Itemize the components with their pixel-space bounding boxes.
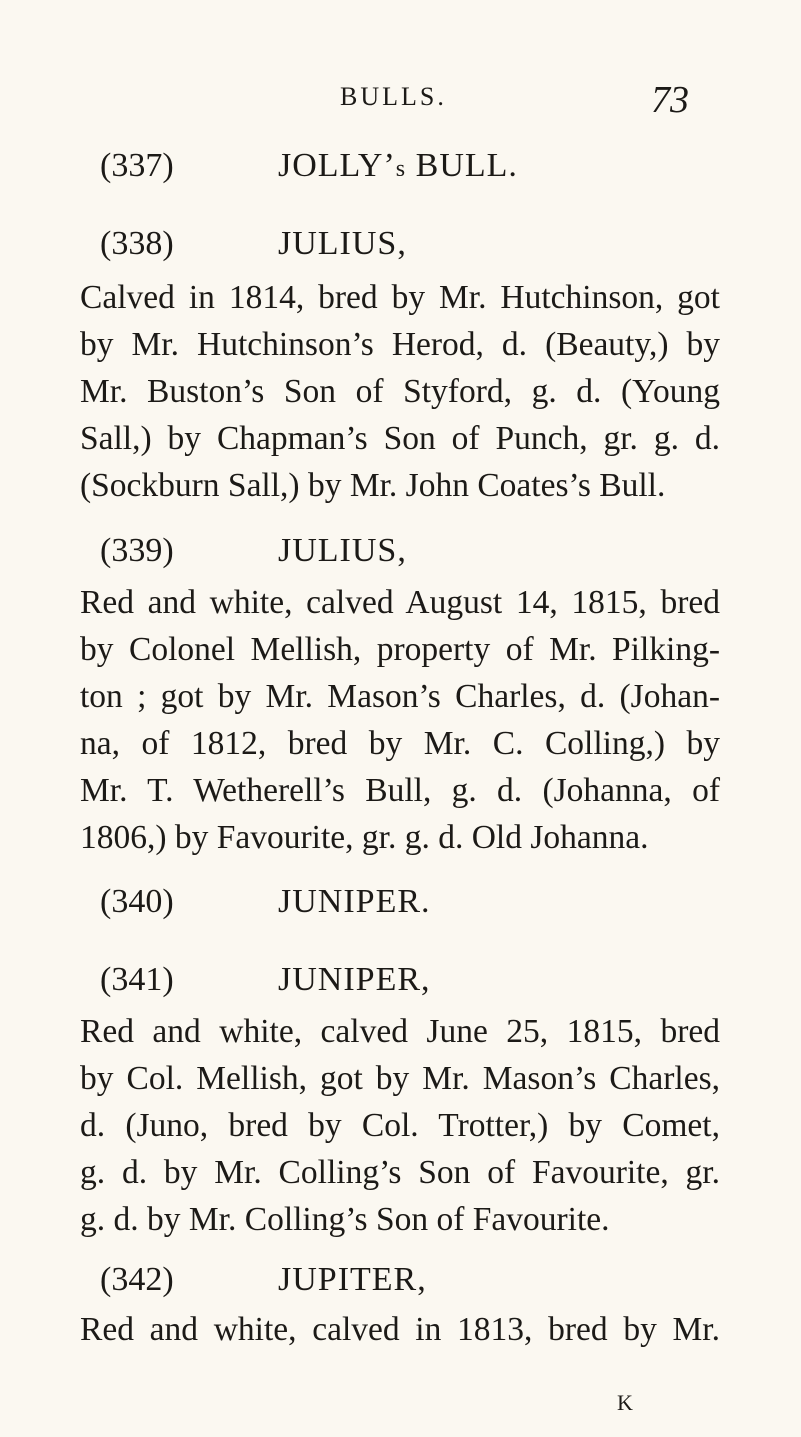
entry-number: (338) (100, 225, 174, 262)
body-line: Mr. Buston’s Son of Styford, g. d. (Young (80, 373, 720, 410)
body-line: Mr. T. Wetherell’s Bull, g. d. (Johanna, of (80, 772, 720, 809)
body-line: d. (Juno, bred by Col. Trotter,) by Comet, (80, 1107, 720, 1144)
body-line: by Colonel Mellish, property of Mr. Pilking- (80, 631, 720, 668)
entry-name: JULIUS, (278, 532, 407, 569)
body-line: g. d. by Mr. Colling’s Son of Favourite. (80, 1201, 610, 1238)
body-line: Calved in 1814, bred by Mr. Hutchinson, got (80, 279, 720, 316)
entry-body (80, 1008, 720, 1243)
body-line: Red and white, calved June 25, 1815, bred (80, 1013, 720, 1050)
body-line: Sall,) by Chapman’s Son of Punch, gr. g. d. (80, 420, 720, 457)
entry-number: (340) (100, 883, 174, 920)
body-line: by Mr. Hutchinson’s Herod, d. (Beauty,) by (80, 326, 720, 363)
body-line: ton ; got by Mr. Mason’s Charles, d. (Johan- (80, 678, 720, 715)
body-line: g. d. by Mr. Colling’s Son of Favourite, gr. (80, 1154, 720, 1191)
page-number: 73 (651, 79, 689, 121)
entry-number: (339) (100, 532, 174, 569)
entry-name: JUNIPER, (278, 961, 431, 998)
entry-body (80, 1306, 720, 1353)
entry-340 (80, 880, 720, 924)
entry-341 (80, 958, 720, 1243)
entry-heading (80, 880, 720, 924)
entry-338 (80, 222, 720, 509)
body-line: 1806,) by Favourite, gr. g. d. Old Johanna. (80, 819, 649, 856)
entry-name: JUPITER, (278, 1261, 427, 1298)
entry-name (278, 144, 518, 191)
entry-number: (341) (100, 961, 174, 998)
body-line: by Col. Mellish, got by Mr. Mason’s Charles, (80, 1060, 720, 1097)
signature-mark: K (617, 1390, 633, 1415)
entry-heading (80, 529, 720, 573)
entry-name-small: s (395, 156, 407, 182)
entry-number: (337) (100, 147, 174, 184)
body-line: (Sockburn Sall,) by Mr. John Coates’s Bull. (80, 467, 666, 504)
entry-342 (80, 1258, 720, 1353)
running-head (0, 79, 801, 122)
entry-heading (80, 222, 720, 266)
entry-339 (80, 529, 720, 861)
entry-name-tail: BULL. (406, 147, 518, 184)
entry-heading (80, 144, 720, 191)
running-title: BULLS. (340, 82, 447, 111)
entry-heading (80, 958, 720, 1002)
body-line: Red and white, calved in 1813, bred by Mr. (80, 1311, 720, 1348)
entry-name: JUNIPER. (278, 883, 431, 920)
body-line: Red and white, calved August 14, 1815, bred (80, 584, 720, 621)
entry-heading (80, 1258, 720, 1302)
entry-number: (342) (100, 1261, 174, 1298)
entry-body (80, 579, 720, 861)
entry-337 (80, 144, 720, 191)
entry-body (80, 274, 720, 509)
entry-name-main: JOLLY’ (278, 147, 396, 184)
entry-name: JULIUS, (278, 225, 407, 262)
body-line: na, of 1812, bred by Mr. C. Colling,) by (80, 725, 720, 762)
